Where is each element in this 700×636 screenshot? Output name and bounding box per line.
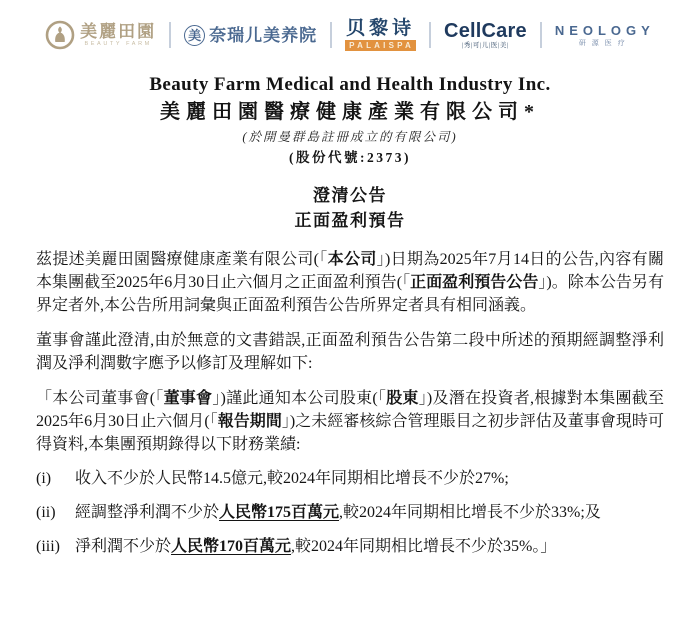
- list-item: [36, 535, 664, 558]
- masthead: [36, 73, 664, 167]
- beauty-farm-icon: [45, 20, 75, 50]
- company-name-chinese: 美麗田園醫療健康產業有限公司*: [160, 101, 540, 123]
- list-marker: (ii): [36, 504, 56, 521]
- paragraph-reference: 茲提述美麗田園醫療健康產業有限公司(「本公司」)日期為2025年7月14日的公告,內容有關本集團截至2025年6月30日止六個月之正面盈利預告(「正面盈利預告公告」)。除本公告另有界定者外,本公告所用詞彙與正面盈利預告公告所界定者具有相同涵義。: [36, 251, 664, 314]
- neology-tagline: 研源医疗: [578, 38, 631, 47]
- list-marker: (iii): [36, 538, 60, 555]
- logo-naruier: [184, 25, 317, 46]
- naruier-circle-icon: 美: [184, 25, 205, 46]
- logo-palaispa: [345, 19, 416, 51]
- incorporation-note: (於開曼群島註冊成立的有限公司): [242, 130, 458, 144]
- financial-results-list: [36, 467, 664, 558]
- logo-divider: [330, 22, 332, 48]
- heading-clarification: 澄清公告: [313, 186, 387, 205]
- beauty-farm-wordmark: 美麗田園: [80, 21, 157, 41]
- logo-beauty-farm: [45, 20, 156, 50]
- list-item-adjusted-net-profit: 經調整淨利潤不少於人民幣175百萬元,較2024年同期相比增長不少於33%;及: [75, 504, 601, 521]
- cellcare-tagline: |秀|可|儿|医|美|: [461, 41, 509, 49]
- company-name-english: Beauty Farm Medical and Health Industry Inc.: [149, 74, 551, 95]
- paragraph-board-notice: 「本公司董事會(「董事會」)謹此通知本公司股東(「股東」)及潛在投資者,根據對本集團截至2025年6月30日止六個月(「報告期間」)之未經審核綜合管理賬目之初步評估及董事會現時可得資料,本集團預期錄得以下財務業績:: [36, 390, 664, 453]
- stock-code: (股份代號:2373): [289, 150, 411, 165]
- list-item-revenue: 收入不少於人民幣14.5億元,較2024年同期相比增長不少於27%;: [75, 470, 509, 487]
- list-marker: (i): [36, 470, 52, 487]
- list-item: [36, 467, 664, 490]
- logo-divider: [429, 22, 431, 48]
- announcement-headings: [36, 183, 664, 233]
- heading-profit-alert: 正面盈利預告: [294, 211, 406, 230]
- naruier-wordmark: 奈瑞儿美养院: [209, 25, 318, 45]
- list-item: [36, 501, 664, 524]
- logo-cellcare: [444, 21, 527, 50]
- palaispa-badge: PALAISPA: [345, 40, 416, 51]
- palaispa-wordmark: 贝黎诗: [346, 18, 416, 39]
- neology-wordmark: NEOLOGY: [554, 22, 655, 38]
- logo-divider: [169, 22, 171, 48]
- logo-neology: [555, 24, 655, 47]
- beauty-farm-tagline: BEAUTY FARM: [84, 40, 152, 47]
- list-item-net-profit: 淨利潤不少於人民幣170百萬元,較2024年同期相比增長不少於35%。」: [75, 538, 557, 555]
- document-body: [36, 248, 664, 558]
- paragraph-clarification: 董事會謹此澄清,由於無意的文書錯誤,正面盈利預告公告第二段中所述的預期經調整淨利潤及淨利潤數字應予以修訂及理解如下:: [36, 332, 664, 372]
- brand-logo-strip: [36, 12, 664, 58]
- logo-divider: [540, 22, 542, 48]
- cellcare-wordmark: CellCare: [444, 19, 527, 42]
